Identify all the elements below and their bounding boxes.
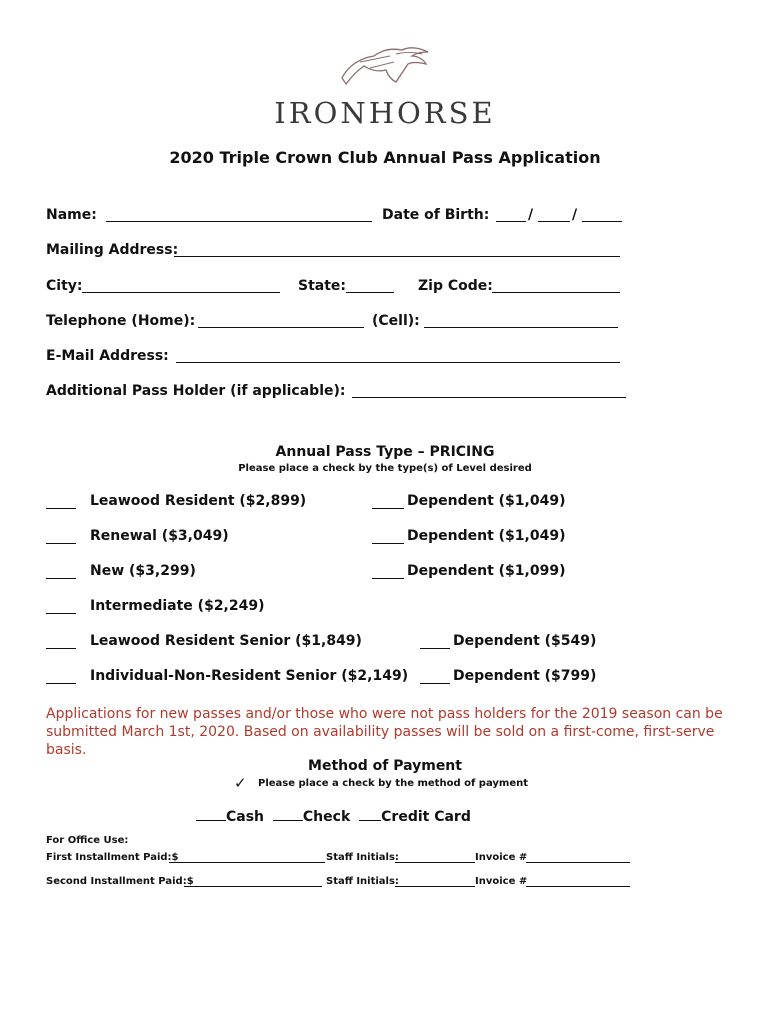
logo xyxy=(0,40,770,104)
check-label: Check xyxy=(302,809,351,825)
pass-option-label: Intermediate ($2,249) xyxy=(90,598,265,614)
invoice-label: Invoice # xyxy=(475,852,528,863)
payment-instruction: Please place a check by the method of payment xyxy=(258,778,528,789)
dob-year-field[interactable] xyxy=(582,207,622,222)
dependent-label: Dependent ($799) xyxy=(453,668,597,684)
cell-label: (Cell): xyxy=(372,313,420,329)
cash-label: Cash xyxy=(226,809,265,825)
zip-code-label: Zip Code: xyxy=(418,278,493,294)
horse-head-icon xyxy=(330,40,440,100)
pass-option-label: Leawood Resident ($2,899) xyxy=(90,493,307,509)
name-label: Name: xyxy=(46,207,97,223)
second-installment-field[interactable] xyxy=(184,876,322,887)
dependent-checkbox[interactable] xyxy=(372,494,404,509)
city-field[interactable] xyxy=(82,278,280,293)
payment-options xyxy=(196,806,471,825)
dependent-checkbox[interactable] xyxy=(420,669,450,684)
second-installment-label: Second Installment Paid:$ xyxy=(46,876,194,887)
first-installment-field[interactable] xyxy=(169,852,325,863)
mailing-address-field[interactable] xyxy=(174,242,620,257)
check-checkbox[interactable] xyxy=(273,806,303,821)
cash-checkbox[interactable] xyxy=(196,806,226,821)
credit-card-label: Credit Card xyxy=(381,809,471,825)
pass-option-label: New ($3,299) xyxy=(90,563,196,579)
pass-checkbox-intermediate[interactable] xyxy=(46,599,76,614)
pass-checkbox-new[interactable] xyxy=(46,564,76,579)
dob-separator: / xyxy=(572,207,578,223)
notice-text: Applications for new passes and/or those who were not pass holders for the 2019 season can be submitted March 1st, 2020. Based on availability passes will be sold on a first-come, first-serve basis. xyxy=(46,706,723,758)
pass-checkbox-leawood-resident[interactable] xyxy=(46,494,76,509)
staff-initials-field[interactable] xyxy=(395,852,475,863)
staff-initials-label: Staff Initials: xyxy=(326,876,399,887)
dependent-label: Dependent ($1,049) xyxy=(407,528,566,544)
page-title: 2020 Triple Crown Club Annual Pass Application xyxy=(169,148,601,167)
dependent-label: Dependent ($1,099) xyxy=(407,563,566,579)
additional-holder-field[interactable] xyxy=(352,383,626,398)
zip-code-field[interactable] xyxy=(492,278,620,293)
cell-field[interactable] xyxy=(424,313,618,328)
dob-label: Date of Birth: xyxy=(382,207,490,223)
pass-checkbox-renewal[interactable] xyxy=(46,529,76,544)
pricing-instruction: Please place a check by the type(s) of Level desired xyxy=(238,463,532,474)
pass-option-label: Leawood Resident Senior ($1,849) xyxy=(90,633,362,649)
dob-month-field[interactable] xyxy=(496,207,526,222)
city-label: City: xyxy=(46,278,83,294)
staff-initials-label: Staff Initials: xyxy=(326,852,399,863)
pass-checkbox-non-resident-senior[interactable] xyxy=(46,669,76,684)
pass-option-label: Renewal ($3,049) xyxy=(90,528,229,544)
dob-day-field[interactable] xyxy=(538,207,570,222)
state-label: State: xyxy=(298,278,347,294)
email-field[interactable] xyxy=(176,348,620,363)
dob-separator: / xyxy=(528,207,534,223)
pass-checkbox-leawood-senior[interactable] xyxy=(46,634,76,649)
additional-holder-label: Additional Pass Holder (if applicable): xyxy=(46,383,346,399)
name-field[interactable] xyxy=(106,207,372,222)
staff-initials-field[interactable] xyxy=(395,876,475,887)
telephone-home-label: Telephone (Home): xyxy=(46,313,196,329)
invoice-label: Invoice # xyxy=(475,876,528,887)
credit-card-checkbox[interactable] xyxy=(359,806,381,821)
pass-option-label: Individual-Non-Resident Senior ($2,149) xyxy=(90,668,409,684)
mailing-address-label: Mailing Address: xyxy=(46,242,179,258)
dependent-checkbox[interactable] xyxy=(372,564,404,579)
checkmark-icon: ✓ xyxy=(234,774,247,792)
dependent-label: Dependent ($549) xyxy=(453,633,597,649)
state-field[interactable] xyxy=(346,278,394,293)
invoice-field[interactable] xyxy=(526,876,630,887)
email-label: E-Mail Address: xyxy=(46,348,169,364)
first-installment-label: First Installment Paid:$ xyxy=(46,852,179,863)
dependent-label: Dependent ($1,049) xyxy=(407,493,566,509)
logo-text: IRONHORSE xyxy=(274,96,496,130)
telephone-home-field[interactable] xyxy=(198,313,364,328)
office-use-heading: For Office Use: xyxy=(46,835,129,846)
dependent-checkbox[interactable] xyxy=(420,634,450,649)
invoice-field[interactable] xyxy=(526,852,630,863)
dependent-checkbox[interactable] xyxy=(372,529,404,544)
pricing-heading: Annual Pass Type – PRICING xyxy=(275,444,495,460)
payment-heading: Method of Payment xyxy=(308,758,462,774)
